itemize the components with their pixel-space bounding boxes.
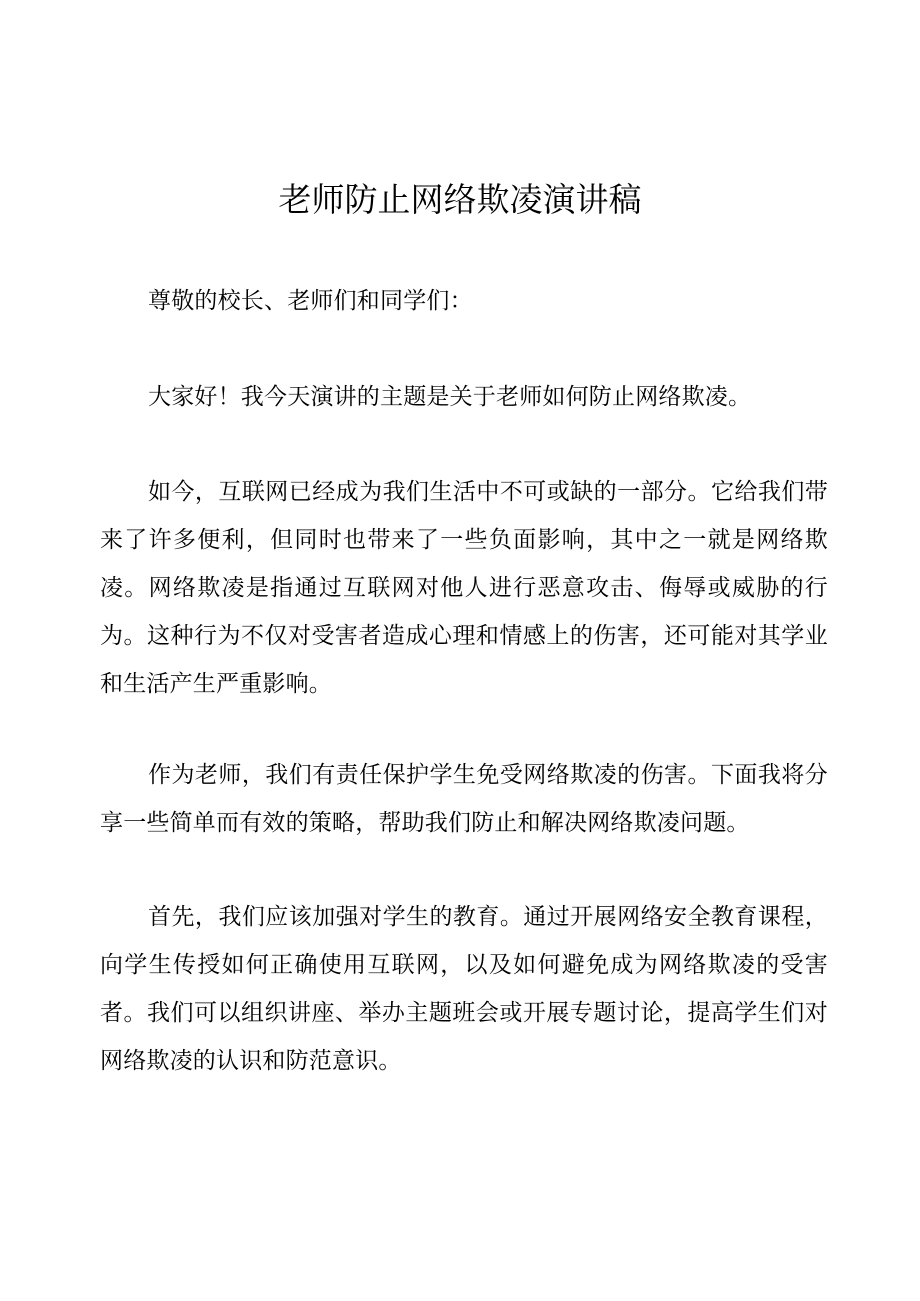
- document-title: 老师防止网络欺凌演讲稿: [278, 180, 642, 219]
- paragraph-education-strategy: 首先，我们应该加强对学生的教育。通过开展网络安全教育课程，向学生传授如何正确使用互联网，以及如何避免成为网络欺凌的受害者。我们可以组织讲座、举办主题班会或开展专题讨论，提高学生们对网络欺凌的认识和防范意识。: [100, 904, 828, 1074]
- paragraph-teacher-responsibility: 作为老师，我们有责任保护学生免受网络欺凌的伤害。下面我将分享一些简单而有效的策略，帮助我们防止和解决网络欺凌问题。: [100, 762, 828, 836]
- paragraph-internet-impact: 如今，互联网已经成为我们生活中不可或缺的一部分。它给我们带来了许多便利，但同时也带来了一些负面影响，其中之一就是网络欺凌。网络欺凌是指通过互联网对他人进行恶意攻击、侮辱或威胁的行为。这种行为不仅对受害者造成心理和情感上的伤害，还可能对其学业和生活产生严重影响。: [100, 479, 828, 697]
- paragraph-salutation: 尊敬的校长、老师们和同学们：: [148, 288, 473, 314]
- paragraph-greeting: 大家好！我今天演讲的主题是关于老师如何防止网络欺凌。: [148, 384, 752, 410]
